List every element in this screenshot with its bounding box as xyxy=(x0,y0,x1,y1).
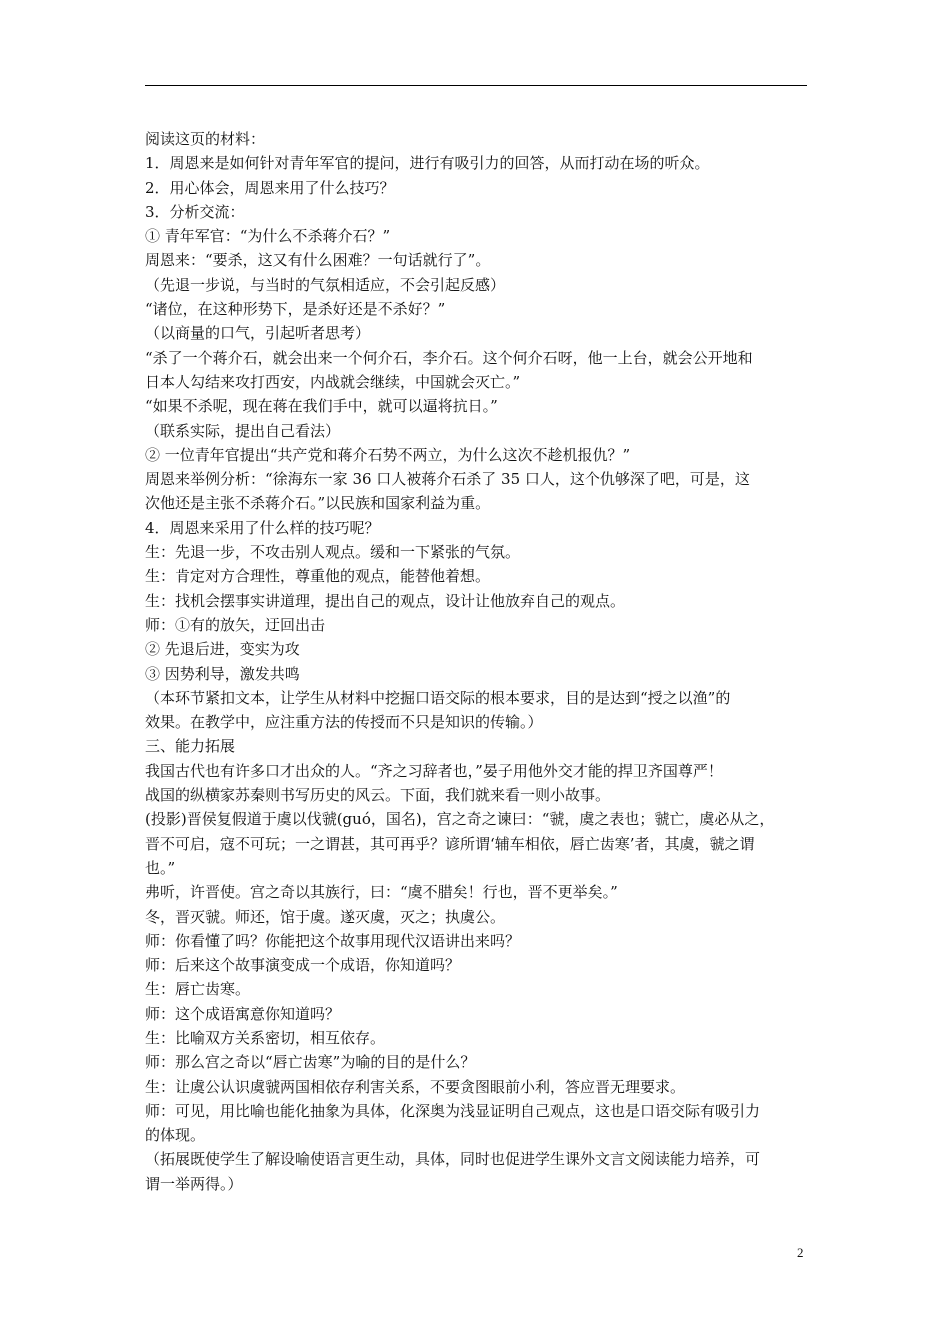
text-line: 日本人勾结来攻打西安，内战就会继续，中国就会灭亡。” xyxy=(145,372,521,391)
text-line: 生：肯定对方合理性，尊重他的观点，能替他着想。 xyxy=(145,567,491,586)
text-line: 3．分析交流： xyxy=(145,202,245,221)
text-line: 生：比喻双方关系密切，相互依存。 xyxy=(145,1028,386,1047)
text-line: （本环节紧扣文本，让学生从材料中挖掘口语交际的根本要求，目的是达到“授之以渔”的 xyxy=(145,688,731,707)
text-line: 生：唇亡齿寒。 xyxy=(145,980,251,999)
text-line: ② 先退后进，变实为攻 xyxy=(145,640,300,659)
page-number: 2 xyxy=(797,1245,804,1260)
text-line: 2．用心体会，周恩来用了什么技巧？ xyxy=(145,178,395,197)
text-line: （联系实际，提出自己看法） xyxy=(145,421,341,440)
text-line: 战国的纵横家苏秦则书写历史的风云。下面，我们就来看一则小故事。 xyxy=(145,786,611,805)
text-line: 也。” xyxy=(145,858,176,877)
text-line: 效果。在教学中，应注重方法的传授而不只是知识的传输。） xyxy=(145,713,543,732)
text-line: 弗听，许晋使。宫之奇以其族行，曰：“虞不腊矣！行也，晋不更举矣。” xyxy=(145,883,618,902)
text-line: 师：你看懂了吗？你能把这个故事用现代汉语讲出来吗？ xyxy=(145,931,521,950)
text-line: 生：让虞公认识虞虢两国相依存利害关系，不要贪图眼前小利，答应晋无理要求。 xyxy=(145,1077,686,1096)
text-line: 次他还是主张不杀蒋介石。”以民族和国家利益为重。 xyxy=(145,494,491,513)
text-line: 晋不可启，寇不可玩；一之谓甚，其可再乎？谚所谓‘辅车相依，唇亡齿寒’者，其虞，虢之谓 xyxy=(145,834,755,853)
text-line: 周恩来举例分析：“徐海东一家 36 口人被蒋介石杀了 35 口人，这个仇够深了吧，可是，这 xyxy=(145,470,750,489)
text-line: 谓一举两得。） xyxy=(145,1174,243,1193)
text-line: 冬，晋灭虢。师还，馆于虞。遂灭虞，灭之；执虞公。 xyxy=(145,907,506,926)
text-line: （拓展既使学生了解设喻使语言更生动，具体，同时也促进学生课外文言文阅读能力培养，可 xyxy=(145,1150,761,1169)
text-line: 师：可见，用比喻也能化抽象为具体，化深奥为浅显证明自己观点，这也是口语交际有吸引力 xyxy=(145,1101,761,1120)
text-line: 我国古代也有许多口才出众的人。“齐之习辞者也，”晏子用他外交才能的捍卫齐国尊严！ xyxy=(145,761,723,780)
text-line: 师：后来这个故事演变成一个成语，你知道吗？ xyxy=(145,956,461,975)
text-line: 师：这个成语寓意你知道吗？ xyxy=(145,1004,341,1023)
header-rule xyxy=(145,85,807,86)
text-line: “杀了一个蒋介石，就会出来一个何介石，李介石。这个何介石呀，他一上台，就会公开地和 xyxy=(145,348,753,367)
text-line: 三、能力拓展 xyxy=(145,737,236,756)
text-line: 1．周恩来是如何针对青年军官的提问，进行有吸引力的回答，从而打动在场的听众。 xyxy=(145,154,710,173)
document-body xyxy=(145,127,810,1196)
text-line: ② 一位青年官提出“共产党和蒋介石势不两立，为什么这次不趁机报仇？” xyxy=(145,445,631,464)
text-line: 的体现。 xyxy=(145,1126,206,1145)
text-line: “如果不杀呢，现在蒋在我们手中，就可以逼将抗日。” xyxy=(145,397,498,416)
text-line: 师：①有的放矢，迂回出击 xyxy=(145,615,326,634)
text-line: ③ 因势利导，激发共鸣 xyxy=(145,664,300,683)
text-line: 师：那么宫之奇以“唇亡齿寒”为喻的目的是什么？ xyxy=(145,1053,476,1072)
text-line: 周恩来：“要杀，这又有什么困难？一句话就行了”。 xyxy=(145,251,491,270)
text-line: 生：找机会摆事实讲道理，提出自己的观点，设计让他放弃自己的观点。 xyxy=(145,591,626,610)
text-line: (投影)晋侯复假道于虞以伐虢(guó，国名)，宫之奇之谏曰：“虢，虞之表也；虢亡，虞必从之， xyxy=(145,810,775,829)
text-line: “诸位，在这种形势下，是杀好还是不杀好？” xyxy=(145,300,446,319)
text-line: 4．周恩来采用了什么样的技巧呢？ xyxy=(145,518,380,537)
text-line: ① 青年军官：“为什么不杀蒋介石？” xyxy=(145,227,391,246)
text-line: 阅读这页的材料： xyxy=(145,130,266,148)
text-line: 生：先退一步，不攻击别人观点。缓和一下紧张的气氛。 xyxy=(145,543,521,562)
text-line: （先退一步说，与当时的气氛相适应，不会引起反感） xyxy=(145,275,506,294)
text-line: （以商量的口气，引起听者思考） xyxy=(145,324,371,343)
